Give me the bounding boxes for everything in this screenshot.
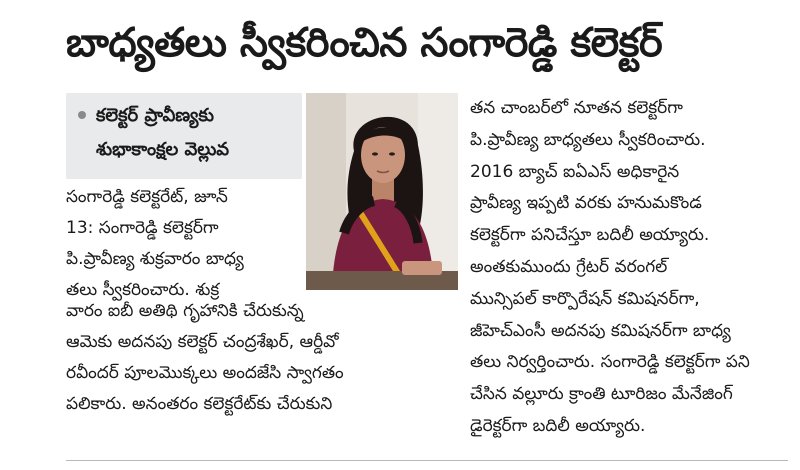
headline: బాధ్యతలు స్వీకరించిన సంగారెడ్డి కలెక్టర్ xyxy=(66,20,663,66)
text-line: డైరెక్టర్‌గా బదిలీ అయ్యారు. xyxy=(470,415,646,436)
lead-paragraph xyxy=(66,182,448,306)
text-line: అంతకుముందు గ్రేటర్ వరంగల్ xyxy=(470,256,668,277)
body-column-right xyxy=(470,93,788,443)
text-line: సంగారెడ్డి కలెక్టరేట్, జూన్ xyxy=(66,187,228,207)
photo-caption xyxy=(66,93,302,179)
text-line: వారం ఐబీ అతిథి గృహానికి చేరుకున్న xyxy=(66,301,304,321)
text-line: కలెక్టర్‌గా పనిచేస్తూ బదిలీ అయ్యారు. xyxy=(470,225,710,246)
text-line: తలు నిర్వర్తించారు. సంగారెడ్డి కలెక్టర్‌గా పని xyxy=(470,352,750,373)
text-line: తన చాంబర్‌లో నూతన కలెక్టర్‌గా xyxy=(470,98,683,118)
text-line: జీహెచ్ఎంసీ అదనపు కమిషనర్‌గా బాధ్య xyxy=(470,320,731,341)
body-column-left xyxy=(66,296,458,420)
text-line: తలు స్వీకరించారు. శుక్ర xyxy=(66,280,220,300)
caption-line: శుభాకాంక్షల వెల్లువ xyxy=(96,139,230,160)
text-line: రవీందర్ పూలమొక్కలు అందజేసి స్వాగతం xyxy=(66,363,344,383)
text-line: పి.ప్రావీణ్య శుక్రవారం బాధ్య xyxy=(66,249,244,269)
text-line: పలికారు. అనంతరం కలెక్టరేట్‌కు చేరుకుని xyxy=(66,394,333,414)
text-line: 13: సంగారెడ్డి కలెక్టర్‌గా xyxy=(66,218,219,238)
text-line: ప్రావీణ్య ఇప్పటి వరకు హనుమకొండ xyxy=(470,193,702,214)
caption-line: కలెక్టర్ ప్రావీణ్యకు xyxy=(96,105,215,126)
text-line: చేసిన వల్లూరు క్రాంతి టూరిజం మేనేజింగ్ xyxy=(470,384,733,405)
bullet-icon xyxy=(78,111,86,119)
bottom-divider xyxy=(66,460,788,461)
text-line: పి.ప్రావీణ్య బాధ్యతలు స్వీకరించారు. xyxy=(470,129,706,150)
text-line: ఆమెకు అదనపు కలెక్టర్ చంద్రశేఖర్, ఆర్డీవో xyxy=(66,332,339,352)
text-line: మున్సిపల్ కార్పొరేషన్ కమిషనర్‌గా, xyxy=(470,288,700,309)
text-line: 2016 బ్యాచ్ ఐఏఎస్ అధికారైన xyxy=(470,161,680,182)
